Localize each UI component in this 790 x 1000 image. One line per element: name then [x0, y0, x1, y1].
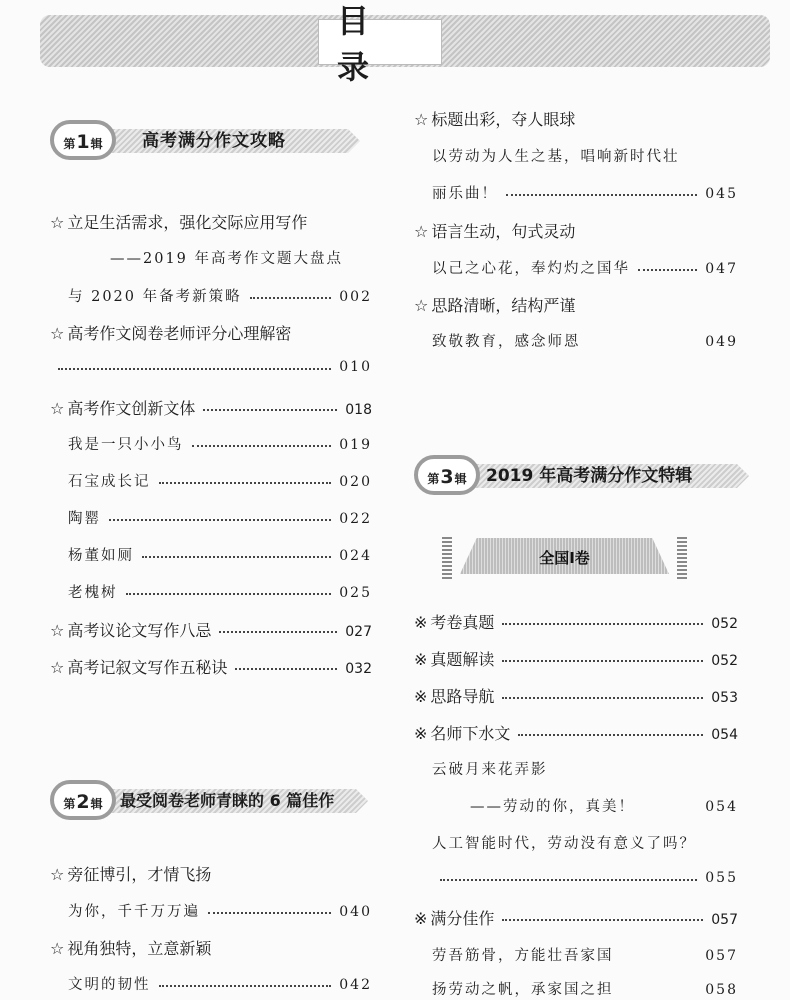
toc-entry[interactable]: ☆ 思路清晰，结构严谨 [414, 296, 576, 315]
leader-dots [589, 342, 698, 344]
toc-subtitle: 人工智能时代，劳动没有意义了吗？ [432, 836, 696, 852]
toc-subtitle: 以劳动为人生之基，唱响新时代壮 [432, 149, 680, 165]
toc-entry[interactable]: ※ 名师下水文 054 [414, 724, 738, 743]
reference-mark-icon: ※ [414, 687, 428, 706]
toc-entry[interactable]: ☆ 旁征博引，才情飞扬 [50, 865, 212, 884]
page-number: 053 [711, 690, 738, 706]
leader-dots [159, 482, 332, 484]
toc-entry[interactable]: 陶罂 022 [68, 511, 372, 527]
page-number: 045 [705, 186, 738, 202]
star-icon: ☆ [50, 939, 65, 958]
section-1-header [50, 120, 360, 160]
reference-mark-icon: ※ [414, 613, 428, 632]
toc-entry[interactable]: 文明的韧性 042 [68, 977, 372, 993]
banner-label: 全国Ⅰ卷 [539, 549, 590, 567]
leader-dots [506, 194, 697, 196]
star-icon: ☆ [50, 213, 65, 232]
page-number: 032 [345, 661, 372, 677]
toc-subtitle: ——2019 年高考作文题大盘点 [110, 251, 344, 267]
section-2-title: 最受阅卷老师青睐的 6 篇佳作 [120, 791, 335, 810]
toc-entry[interactable]: ☆ 语言生动，句式灵动 [414, 222, 576, 241]
page-number: 057 [705, 948, 738, 964]
leader-dots [502, 660, 703, 662]
section-3-badge: 第 3 辑 [414, 455, 480, 495]
star-icon: ☆ [414, 296, 429, 315]
leader-dots [203, 409, 337, 411]
page-number: 022 [339, 511, 372, 527]
page-number: 042 [339, 977, 372, 993]
leader-dots [235, 668, 337, 670]
toc-entry[interactable]: 杨董如厕 024 [68, 548, 372, 564]
toc-entry[interactable]: ※ 思路导航 053 [414, 687, 738, 706]
toc-entry[interactable]: 以己之心花，奉灼灼之国华 047 [432, 261, 738, 277]
leader-dots [159, 985, 332, 987]
page-number: 010 [339, 359, 372, 375]
toc-entry[interactable]: ☆ 高考作文创新文体 018 [50, 399, 372, 418]
leader-dots [502, 919, 703, 921]
leader-dots [643, 807, 697, 809]
page-number: 057 [711, 912, 738, 928]
page-number: 020 [339, 474, 372, 490]
reference-mark-icon: ※ [414, 909, 428, 928]
leader-dots [208, 912, 331, 914]
page-number: 058 [705, 982, 738, 998]
toc-entry[interactable]: ——劳动的你，真美！ 054 [470, 799, 738, 815]
leader-dots [192, 445, 332, 447]
leader-dots [638, 269, 697, 271]
page-number: 002 [339, 289, 372, 305]
page-number: 055 [705, 870, 738, 886]
reference-mark-icon: ※ [414, 650, 428, 669]
toc-entry[interactable]: 老槐树 025 [68, 585, 372, 601]
leader-dots [250, 297, 332, 299]
leader-dots [142, 556, 331, 558]
section-1-badge: 第 1 辑 [50, 120, 116, 160]
page-number: 052 [711, 616, 738, 632]
leader-dots [126, 593, 332, 595]
page-number: 054 [705, 799, 738, 815]
toc-entry[interactable]: 为你，千千万万遍 040 [68, 904, 372, 920]
star-icon: ☆ [414, 110, 429, 129]
page-title: 目 录 [318, 19, 442, 65]
toc-entry[interactable]: ☆ 立足生活需求，强化交际应用写作 [50, 213, 308, 232]
section-2-badge: 第 2 辑 [50, 780, 116, 820]
toc-entry[interactable]: ※ 真题解读 052 [414, 650, 738, 669]
page-number: 024 [339, 548, 372, 564]
leader-dots [502, 623, 703, 625]
section-1-title: 高考满分作文攻略 [142, 131, 286, 151]
toc-entry[interactable]: ☆ 标题出彩，夺人眼球 [414, 110, 576, 129]
page-number: 019 [339, 437, 372, 453]
page-number: 047 [705, 261, 738, 277]
leader-dots [502, 697, 703, 699]
reference-mark-icon: ※ [414, 724, 428, 743]
page-number: 018 [345, 402, 372, 418]
toc-entry[interactable]: ※ 考卷真题 052 [414, 613, 738, 632]
page-number: 040 [339, 904, 372, 920]
page-number: 052 [711, 653, 738, 669]
toc-entry[interactable]: ☆ 高考记叙文写作五秘诀 032 [50, 658, 372, 677]
leader-dots [219, 631, 337, 633]
leader-dots [622, 956, 698, 958]
leader-dots [518, 734, 703, 736]
toc-entry[interactable]: ☆ 视角独特，立意新颖 [50, 939, 212, 958]
toc-entry[interactable]: 劳吾筋骨，方能壮吾家国 057 [432, 948, 738, 964]
toc-entry[interactable]: 致敬教育，感念师恩 049 [432, 334, 738, 350]
section-3-title: 2019 年高考满分作文特辑 [486, 466, 693, 486]
star-icon: ☆ [50, 399, 65, 418]
star-icon: ☆ [50, 324, 65, 343]
star-icon: ☆ [414, 222, 429, 241]
page-number: 025 [339, 585, 372, 601]
section-3-header [414, 455, 749, 495]
leader-dots [622, 990, 698, 992]
star-icon: ☆ [50, 865, 65, 884]
star-icon: ☆ [50, 658, 65, 677]
leader-dots [440, 879, 697, 881]
toc-entry-continued[interactable] [58, 359, 372, 375]
star-icon: ☆ [50, 621, 65, 640]
toc-entry[interactable]: ※ 满分佳作 057 [414, 909, 738, 928]
toc-entry[interactable]: 扬劳动之帆，承家国之担 058 [432, 982, 738, 998]
toc-entry-continued[interactable] [440, 870, 738, 886]
toc-entry[interactable]: 与 2020 年备考新策略 002 [68, 289, 372, 305]
page-number: 049 [705, 334, 738, 350]
toc-entry[interactable]: 我是一只小小鸟 019 [68, 437, 372, 453]
region-banner [442, 535, 687, 579]
toc-entry[interactable]: 丽乐曲！ 045 [432, 186, 738, 202]
page-number: 054 [711, 727, 738, 743]
toc-entry[interactable]: ☆ 高考作文阅卷老师评分心理解密 [50, 324, 292, 343]
leader-dots [58, 368, 331, 370]
toc-entry[interactable]: ☆ 高考议论文写作八忌 027 [50, 621, 372, 640]
leader-dots [109, 519, 331, 521]
toc-entry[interactable]: 石宝成长记 020 [68, 474, 372, 490]
section-2-header [50, 780, 368, 820]
page-number: 027 [345, 624, 372, 640]
toc-subtitle: 云破月来花弄影 [432, 762, 548, 778]
